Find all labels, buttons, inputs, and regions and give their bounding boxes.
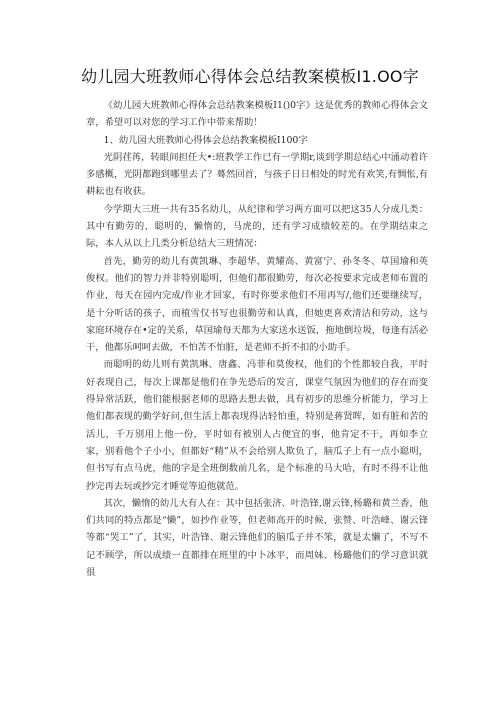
paragraph: 其次，懒惰的幼儿大有人在：其中包括张济、叶浩锋,谢云锋,杨璐和黄兰香，他们共同的特点都是“懒”，如抄作业等，但老师高开的时候，张赞、叶浩峰、谢云锋等都“哭工”了，其实，叶浩锋、谢云锋他们的脑瓜子并不笨，就是太懒了，不写不记不顾学，所以成绩一直都排在班里的中卜冰平，而周妹、杨璐他们的学习意识就很 [86,497,428,579]
paragraph: 而聪明的幼儿则有黄凯琳、唐鑫、冯菲和莫俊权，他们的个性都较自我，平时好表现自己，每次上课都是他们在争先恐后的发言，课堂气氛因为他们的存在而变得异常活跃，他们能根据老师的思路去想去做，具有初步的思维分析能力，学习上他们都表现的勤学好问,但生活上都表现得沾轻怕重，特别是蒋贤晖，如有脏和苦的活儿，千万别用上他一份，平时如有被别人占便宜的事，他肯定不干，再如李立家，别看他个子小小，但都好“精”从不会给别人欺负了，脑瓜子上有一点小聪明，但书写有点马虎，他的字是全班倒数前几名，是个标准的马大哈，有时不得不让他抄完再去玩或抄完才睡觉等迫他就范。 [86,359,428,492]
paragraph-intro: 《幼儿园大班教师心得体会总结教案模板I1()0字》这是优秀的教师心得体会文章，希望可以对您的学习工作中带来帮助！ [86,100,428,129]
document-title: 幼儿园大班教师心得体会总结教案模板I1.OO字 [81,67,419,86]
paragraph-heading: 1、幼儿园大班教师心得体会总结教案模板I100字 [103,134,308,146]
paragraph: 光阴荏苒，转眼间担任大•:班教学工作已有一学期r,谈到学期总结心中涌动着许多感概，光阴都跑到哪里去了？蓦然回首，与孩子日日相处的时光有欢笑,有惆怅,有耕耘也有收获。 [86,151,428,198]
document-body [86,97,428,581]
paragraph: 今学期大三班一共有35名幼儿，从纪律和学习两方面可以把这35人分成几类：其中有勤劳的，聪明的，懒惰的，马虎的，还有学习成绩较差的。在学期结束之际，本人从以上几类分析总结大三班情况： [86,203,428,250]
paragraph: 首先，勤劳的幼儿有黄凯琳、李超华、黄耀高、黄富宁、孙冬冬、草国瑜和英俊权。他们的智力并非特别聪明，但他们都很勤劳，每次必按要求完成老师布置的作业，每天在园内完成/作业才回家，有时你要求他们不用再写/,他们还要继续写，是十分听话的孩子，而植雪仅书写也很勤劳和认真，但她更喜欢清洁和劳动，这与家庭环境存在•定的关系，草国瑜每天都为大家送水送饭，拖地倒垃圾，每逢有活必干，他都乐呵呵去做，不怕苦不怕脏，是老师不折不扣的小助手。 [86,255,428,354]
